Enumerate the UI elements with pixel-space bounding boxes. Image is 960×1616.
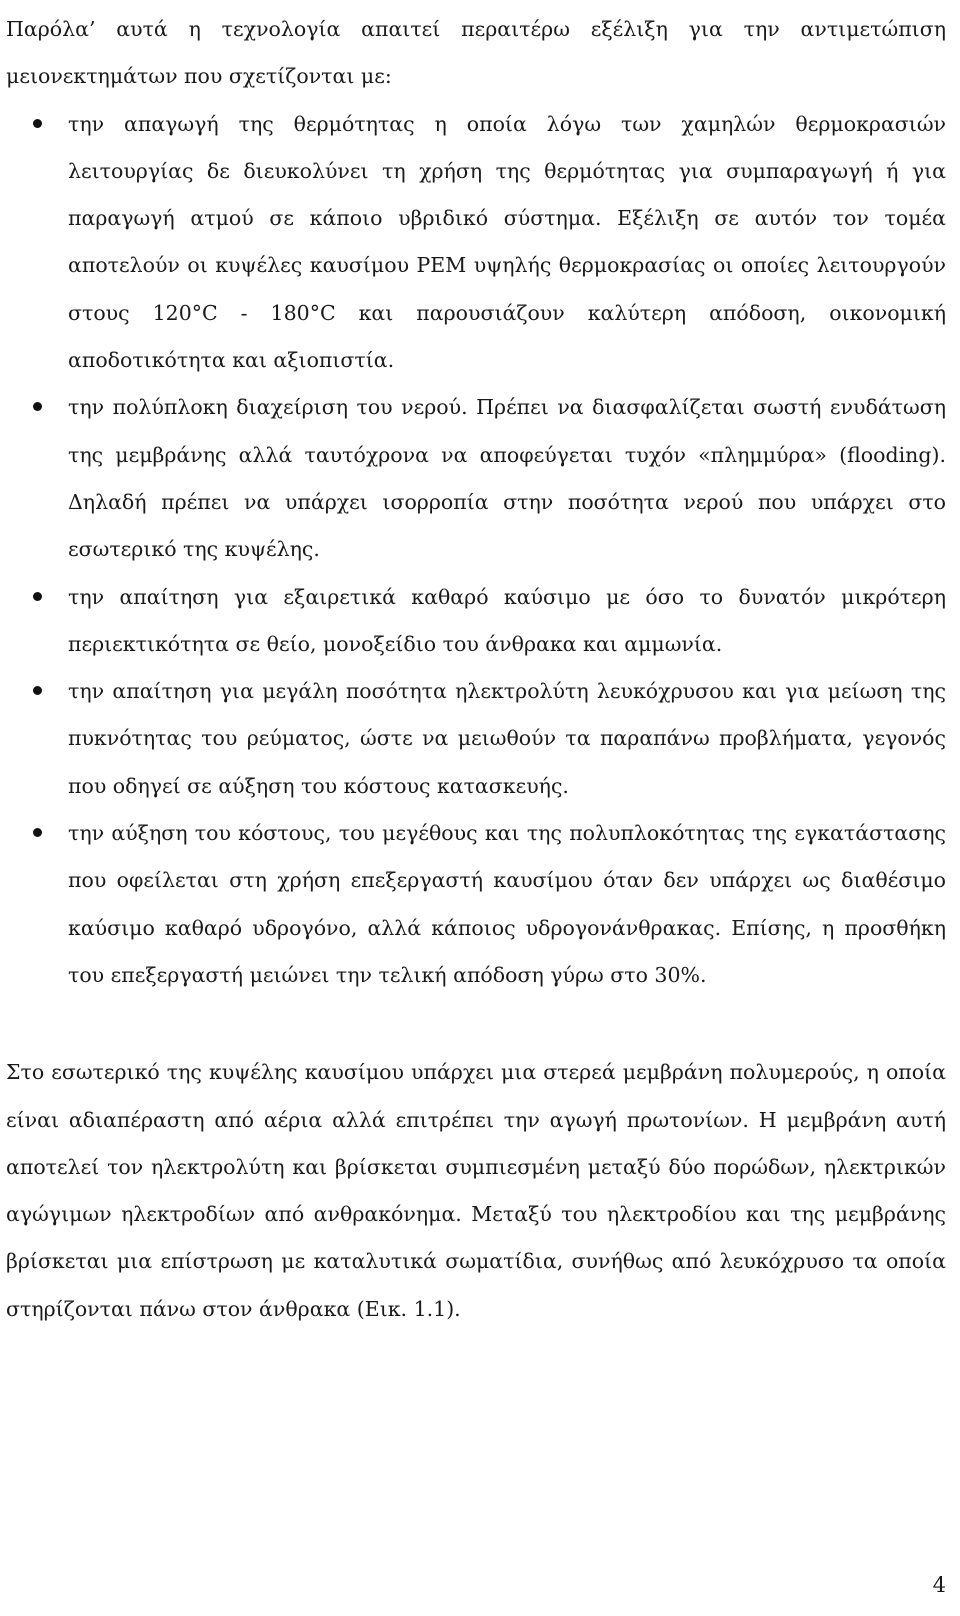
list-item-text: την αύξηση του κόστους, του μεγέθους και της πολυπλοκότητας της εγκατάστασης που οφείλεται στη χρήση επεξεργαστή καυσίμου όταν δεν υπάρχει ως διαθέσιμο καύσιμο καθαρό υδρογόνο, αλλά κάποιος υδρογονάνθρακας. Επίσης, η προσθήκη του επεξεργαστή μειώνει την τελική απόδοση γύρω στο 30%. [68,821,946,987]
bullet-icon [33,828,42,837]
list-item-text: την απαίτηση για μεγάλη ποσότητα ηλεκτρολύτη λευκόχρυσου και για μείωση της πυκνότητας του ρεύματος, ώστε να μειωθούν τα παραπάνω προβλήματα, γεγονός που οδηγεί σε αύξηση του κόστους κατασκευής. [68,679,946,798]
intro-paragraph: Παρόλα’ αυτά η τεχνολογία απαιτεί περαιτέρω εξέλιξη για την αντιμετώπιση μειονεκτημάτων που σχετίζονται με: [6,17,946,89]
page-number: 4 [932,1573,946,1597]
bullet-icon [33,119,42,128]
list-item [6,810,956,999]
list-item [6,574,956,669]
paragraph-spacer [6,999,956,1049]
bullet-icon [33,686,42,695]
bullet-icon [33,402,42,411]
document-page [6,6,956,1333]
list-item-text: την απαγωγή της θερμότητας η οποία λόγω των χαμηλών θερμοκρασιών λειτουργίας δε διευκολύνει τη χρήση της θερμότητας για συμπαραγωγή ή για παραγωγή ατμού σε κάποιο υβριδικό σύστημα. Εξέλιξη σε αυτόν τον τομέα αποτελούν οι κυψέλες καυσίμου PEM υψηλής θερμοκρασίας οι οποίες λειτουργούν στους 120°C - 180°C και παρουσιάζουν καλύτερη απόδοση, οικονομική αποδοτικότητα και αξιοπιστία. [68,111,946,373]
list-item [6,668,956,810]
list-item-text: την απαίτηση για εξαιρετικά καθαρό καύσιμο με όσο το δυνατόν μικρότερη περιεκτικότητα σε θείο, μονοξείδιο του άνθρακα και αμμωνία. [68,584,946,656]
list-item [6,101,956,385]
list-item-text: την πολύπλοκη διαχείριση του νερού. Πρέπει να διασφαλίζεται σωστή ενυδάτωση της μεμβράνης αλλά ταυτόχρονα να αποφεύγεται τυχόν «πλημμύρα» (flooding). Δηλαδή πρέπει να υπάρχει ισορροπία στην ποσότητα νερού που υπάρχει στο εσωτερικό της κυψέλης. [68,395,946,562]
bullet-list [6,101,956,1000]
bullet-icon [33,592,42,601]
closing-paragraph: Στο εσωτερικό της κυψέλης καυσίμου υπάρχει μια στερεά μεμβράνη πολυμερούς, η οποία είναι αδιαπέραστη από αέρια αλλά επιτρέπει την αγωγή πρωτονίων. Η μεμβράνη αυτή αποτελεί τον ηλεκτρολύτη και βρίσκεται συμπιεσμένη μεταξύ δύο πορώδων, ηλεκτρικών αγώγιμων ηλεκτροδίων από ανθρακόνημα. Μεταξύ του ηλεκτροδίου και της μεμβράνης βρίσκεται μια επίστρωση με καταλυτικά σωματίδια, συνήθως από λευκόχρυσο τα οποία στηρίζονται πάνω στον άνθρακα (Εικ. 1.1). [6,1060,946,1321]
list-item [6,384,956,573]
